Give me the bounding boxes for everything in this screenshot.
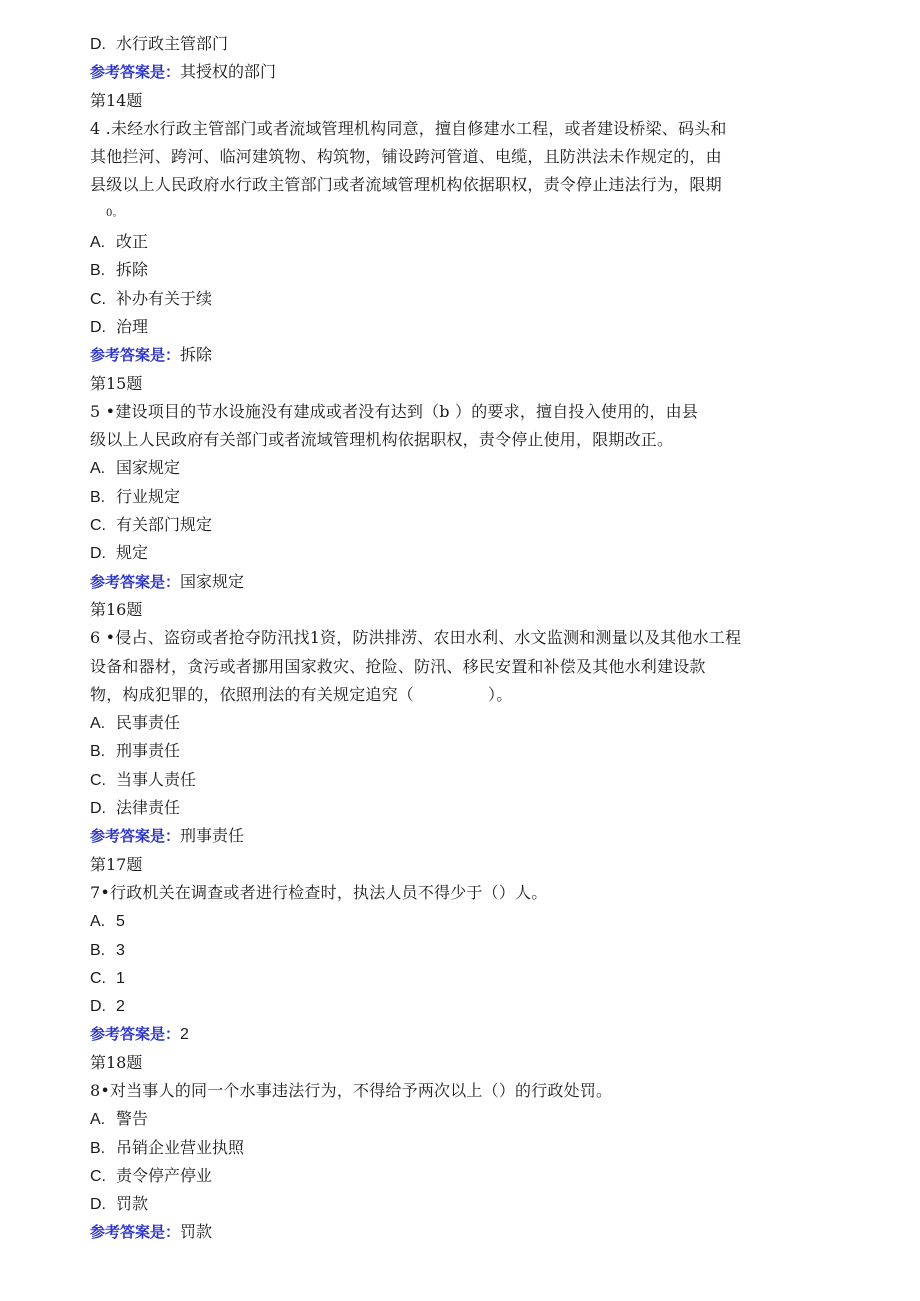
answer-label: 参考答案是： [90, 1223, 181, 1242]
answer-value: 拆除 [180, 345, 213, 365]
stem-line: 物，构成犯罪的，依照刑法的有关规定追究（ ）。 [90, 684, 513, 704]
q14-option-a: A. 改正 [90, 232, 149, 252]
q17-answer [90, 1020, 810, 1048]
q17-stem [90, 879, 810, 907]
answer-value: 刑事责任 [180, 826, 245, 846]
answer-value: 罚款 [180, 1222, 213, 1242]
q16-option-c: C. 当事人责任 [90, 769, 197, 789]
q18-stem [90, 1077, 810, 1105]
answer-value: 国家规定 [180, 571, 245, 591]
option-letter: D. [90, 36, 106, 53]
q16-option-a: A. 民事责任 [90, 713, 181, 733]
stem-line: 6 •侵占、盗窃或者抢夺防汛找1资，防洪排涝、农田水利、水文监测和测量以及其他水工程 [90, 628, 742, 648]
q17-title: 第17题 [90, 854, 143, 874]
q18-option-c: C. 责令停产停业 [90, 1165, 213, 1185]
q15-answer [90, 568, 810, 596]
option-text: 水行政主管部门 [116, 34, 229, 53]
q13-answer [90, 58, 810, 86]
q18-option-a: A. 警告 [90, 1109, 149, 1129]
q13-option-d [90, 30, 810, 58]
q14-option-b: B. 拆除 [90, 260, 149, 280]
q18-option-d: D. 罚款 [90, 1194, 149, 1214]
answer-label: 参考答案是： [90, 63, 181, 82]
q16-stem [90, 624, 810, 709]
q16-option-b: B. 刑事责任 [90, 741, 181, 761]
stem-line: 级以上人民政府有关部门或者流域管理机构依据职权，责令停止使用，限期改正。 [90, 430, 674, 450]
q16-answer [90, 822, 810, 850]
q15-option-a: A. 国家规定 [90, 458, 181, 478]
stem-line: 设备和器材，贪污或者挪用国家救灾、抢险、防汛、移民安置和补偿及其他水利建设款 [90, 656, 706, 676]
q17-option-c: C. 1 [90, 969, 125, 987]
q17-option-b: B. 3 [90, 941, 125, 959]
stem-line: 4 .未经水行政主管部门或者流域管理机构同意，擅自修建水工程，或者建设桥梁、码头和 [90, 118, 727, 138]
stem-line: 其他拦河、跨河、临河建筑物、构筑物，铺设跨河管道、电缆，且防洪法未作规定的，由 [90, 147, 722, 167]
q17-option-a: A. 5 [90, 913, 125, 931]
stem-line: 0。 [106, 207, 123, 219]
q18-answer [90, 1218, 810, 1246]
q17-option-d: D. 2 [90, 998, 125, 1016]
q15-stem [90, 398, 810, 455]
stem-line: 8•对当事人的同一个水事违法行为，不得给予两次以上（）的行政处罚。 [90, 1080, 613, 1100]
document-page [90, 30, 810, 1247]
answer-label: 参考答案是： [90, 827, 181, 846]
q16-title: 第16题 [90, 599, 143, 619]
q16-option-d: D. 法律责任 [90, 798, 181, 818]
answer-label: 参考答案是： [90, 1025, 181, 1044]
q15-option-b: B. 行业规定 [90, 486, 181, 506]
stem-line: 5 •建设项目的节水设施没有建成或者没有达到（b ）的要求，擅自投入使用的，由县 [90, 401, 699, 421]
q14-answer [90, 341, 810, 369]
stem-line: 县级以上人民政府水行政主管部门或者流域管理机构依据职权，责令停止违法行为，限期 [90, 175, 722, 195]
q15-option-d: D. 规定 [90, 543, 149, 563]
answer-label: 参考答案是： [90, 346, 181, 365]
answer-value: 2 [180, 1026, 189, 1044]
q18-title: 第18题 [90, 1052, 143, 1072]
stem-line: 7•行政机关在调查或者进行检查时，执法人员不得少于（）人。 [90, 882, 548, 902]
q14-title: 第14题 [90, 90, 143, 110]
q15-option-c: C. 有关部门规定 [90, 515, 213, 535]
q15-title: 第15题 [90, 373, 143, 393]
q14-option-c: C. 补办有关于续 [90, 288, 213, 308]
answer-label: 参考答案是： [90, 572, 181, 591]
q14-option-d: D. 治理 [90, 316, 149, 336]
q14-stem [90, 115, 810, 228]
q18-option-b: B. 吊销企业营业执照 [90, 1137, 245, 1157]
answer-value: 其授权的部门 [180, 62, 277, 82]
